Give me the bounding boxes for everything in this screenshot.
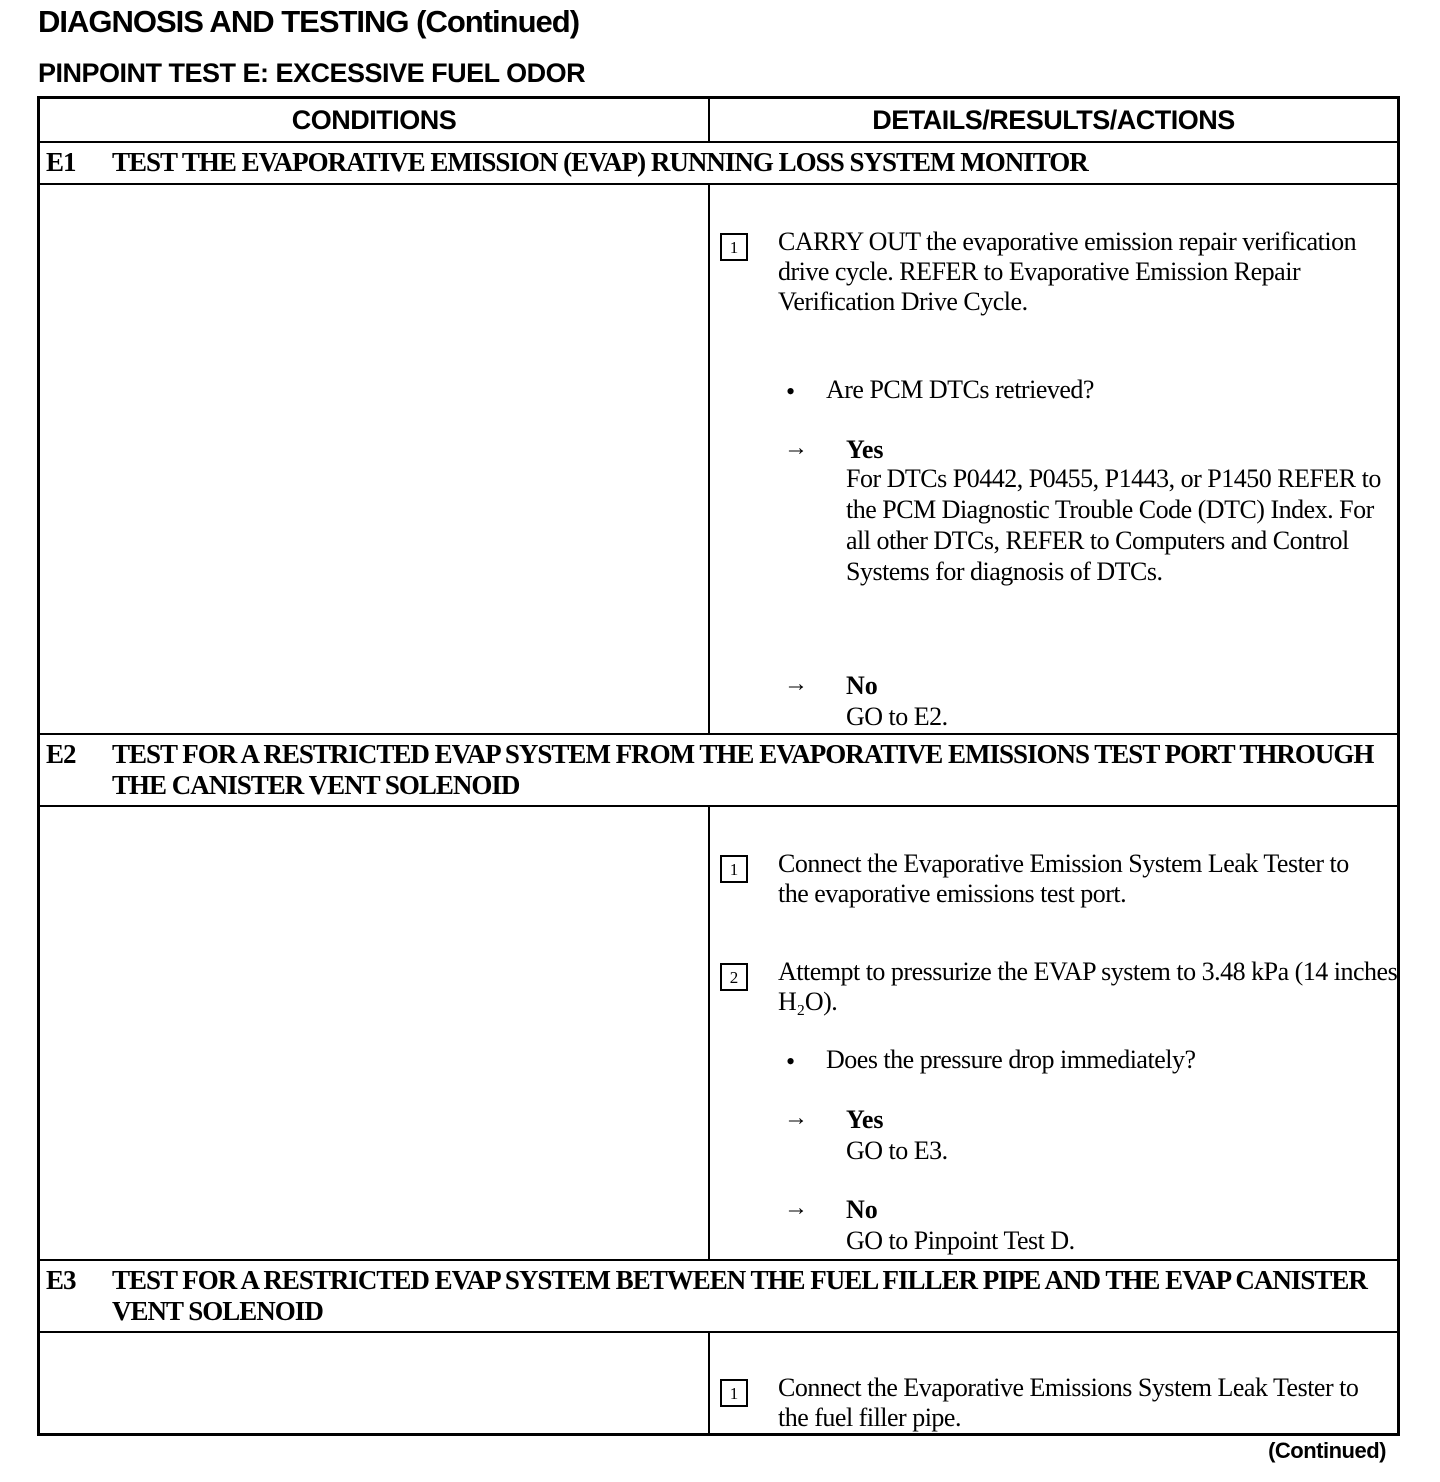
outcome-yes-text: For DTCs P0442, P0455, P1443, or P1450 REFER to the PCM Diagnostic Trouble Code (DTC) Index. For all other DTCs, REFER to Computers and Control Systems for diagnosis of DTCs. [846,464,1381,586]
column-divider [708,807,710,1261]
outcome-no-text: GO to Pinpoint Test D. [846,1226,1075,1255]
outcome-no-label: No [846,671,878,700]
outcome-yes-label: Yes [846,435,884,464]
outcome-no-text: GO to E2. [846,702,948,731]
step-text: CARRY OUT the evaporative emission repair verification drive cycle. REFER to Evaporative Emission Repair Verification Drive Cycle. [778,227,1357,316]
column-divider [708,185,710,735]
step-number-box: 1 [720,855,748,883]
section-title: TEST FOR A RESTRICTED EVAP SYSTEM BETWEEN THE FUEL FILLER PIPE AND THE EVAP CANISTER VENT SOLENOID [112,1265,1367,1326]
arrow-icon: → [784,435,808,461]
column-divider [708,99,710,143]
step-number-box: 1 [720,233,748,261]
step-number-box: 2 [720,963,748,991]
column-divider [708,1333,710,1433]
section-id: E1 [46,147,76,177]
step-text: Connect the Evaporative Emissions System Leak Tester to the fuel filler pipe. [778,1373,1359,1432]
column-header-conditions: CONDITIONS [40,99,708,143]
arrow-icon: → [784,1195,808,1221]
question-text: Are PCM DTCs retrieved? [826,375,1094,404]
arrow-icon: → [784,1105,808,1131]
section-title: TEST THE EVAPORATIVE EMISSION (EVAP) RUNNING LOSS SYSTEM MONITOR [112,147,1088,177]
pinpoint-test-table [37,96,1400,1436]
test-title: PINPOINT TEST E: EXCESSIVE FUEL ODOR [38,58,586,88]
section-header-e3 [40,1261,1397,1333]
section-title: TEST FOR A RESTRICTED EVAP SYSTEM FROM THE EVAPORATIVE EMISSIONS TEST PORT THROUGH THE CANISTER VENT SOLENOID [112,739,1374,800]
bullet-icon: • [786,1047,796,1076]
outcome-no-label: No [846,1195,878,1224]
section-body-e1 [720,185,1390,735]
section-body-e2 [720,807,1398,1261]
bullet-icon: • [786,377,796,406]
step-number-box: 1 [720,1379,748,1407]
page-title: DIAGNOSIS AND TESTING (Continued) [38,4,580,39]
column-header-details: DETAILS/RESULTS/ACTIONS [710,99,1397,143]
outcome-yes-label: Yes [846,1105,884,1134]
section-id: E3 [46,1265,76,1295]
section-header-e1 [40,143,1397,185]
section-body-e3 [720,1333,1390,1433]
step-text: Attempt to pressurize the EVAP system to 3.48 kPa (14 inches H₂O). [778,957,1398,1016]
outcome-yes-text: GO to E3. [846,1136,948,1165]
continued-label: (Continued) [1268,1438,1386,1463]
question-text: Does the pressure drop immediately? [826,1045,1196,1074]
step-text: Connect the Evaporative Emission System Leak Tester to the evaporative emissions test port. [778,849,1349,908]
arrow-icon: → [784,671,808,697]
section-header-e2 [40,735,1397,807]
section-id: E2 [46,739,76,769]
